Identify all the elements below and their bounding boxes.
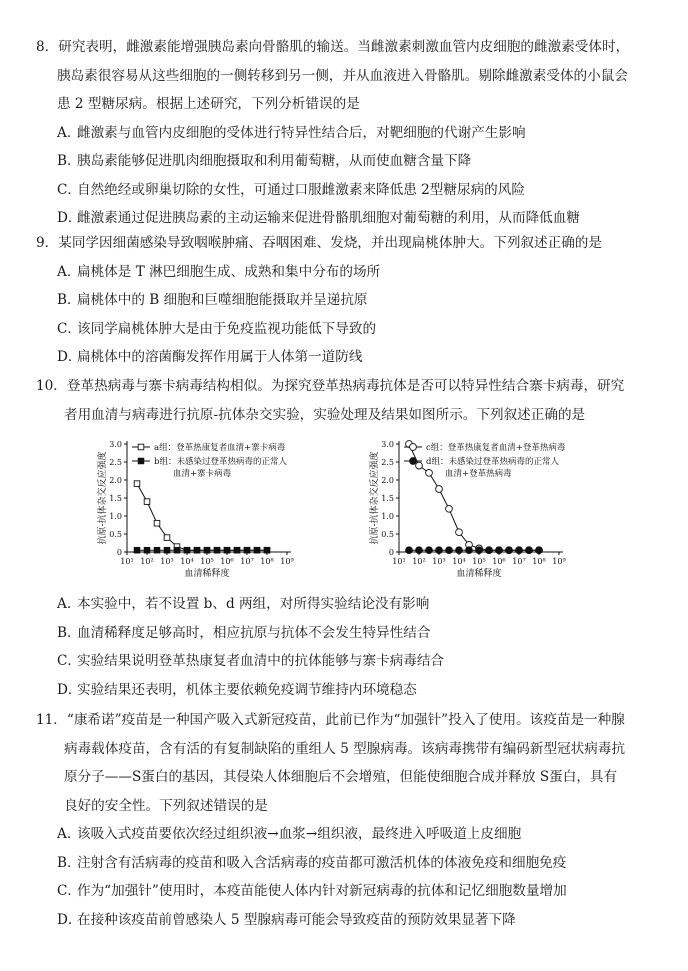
- q11-line-1: 11．“康希诺”疫苗是一种国产吸入式新冠疫苗，此前已作为“加强针”投入了使用。该疫苗是一种腺: [36, 712, 625, 728]
- q10-option-a: A．本实验中，若不设置 b、d 两组，对所得实验结论没有影响: [57, 596, 430, 612]
- question-9: [36, 229, 666, 372]
- chart-right-x-tick-label: 10⁶: [492, 557, 506, 566]
- chart-left-series-0-point: [154, 520, 160, 526]
- chart-right-x-tick-label: 10⁵: [472, 557, 486, 566]
- chart-right-series-0-point: [426, 469, 433, 476]
- chart-right-y-tick-label: 2.0: [381, 476, 394, 485]
- q10-line-2: 者用血清与病毒进行抗原-抗体杂交实验，实验处理及结果如图所示。下列叙述正确的是: [64, 406, 586, 423]
- chart-right-x-tick-label: 10⁹: [552, 557, 566, 566]
- chart-right-series-1-point: [456, 547, 463, 554]
- q9-option-d: D．扁桃体中的溶菌酶发挥作用属于人体第一道防线: [57, 349, 363, 365]
- chart-right-y-tick-label: 3.0: [381, 440, 394, 449]
- chart-right: [372, 434, 587, 590]
- chart-right-series-1-point: [406, 547, 413, 554]
- chart-left-series-1-point: [224, 547, 230, 553]
- chart-right-y-tick-label: 0: [388, 548, 394, 557]
- q11-option-d: D．在接种该疫苗前曾感染人 5 型腺病毒可能会导致疫苗的预防效果显著下降: [57, 911, 516, 928]
- chart-right-svg: [372, 434, 587, 586]
- chart-right-series-1-point: [536, 547, 543, 554]
- chart-left-svg: [100, 434, 310, 586]
- q8-option-c: C．自然绝经或卵巢切除的女性，可通过口服雌激素来降低患 2型糖尿病的风险: [57, 181, 525, 198]
- chart-left-y-tick-label: 1.0: [109, 512, 122, 521]
- chart-right-series-1-point: [426, 547, 433, 554]
- chart-left-series-1-point: [184, 547, 190, 553]
- chart-right-series-1-point: [476, 547, 483, 554]
- chart-right-series-1-point: [516, 547, 523, 554]
- q8-line-1: 8．研究表明，雌激素能增强胰岛素向骨骼肌的输送。当雌激素刺激血管内皮细胞的雌激素受体时，: [36, 39, 630, 55]
- chart-right-series-1-point: [416, 547, 423, 554]
- chart-left-series-1-point: [254, 547, 260, 553]
- chart-left-series-1-point: [264, 547, 270, 553]
- q10-line-1: 10．登革热病毒与寨卡病毒结构相似。为探究登革热病毒抗体是否可以特异性结合寨卡病毒，研究: [36, 378, 625, 394]
- chart-left: [100, 434, 310, 590]
- chart-right-series-1-point: [446, 547, 453, 554]
- q8-line-2: 胰岛素很容易从这些细胞的一侧转移到另一侧，并从血液进入骨骼肌。剔除雌激素受体的小鼠会: [57, 67, 628, 84]
- q9-option-b: B．扁桃体中的 B 细胞和巨噬细胞能摄取并呈递抗原: [57, 292, 368, 308]
- q8-option-a: A．雌激素与血管内皮细胞的受体进行特异性结合后，对靶细胞的代谢产生影响: [57, 124, 526, 141]
- chart-left-legend-label-2b: 血清+寨卡病毒: [173, 469, 232, 479]
- q9-line-1: 9．某同学因细菌感染导致咽喉肿痛、吞咽困难、发烧，并出现扁桃体肿大。下列叙述正确的是: [36, 235, 602, 251]
- chart-left-series-1-point: [204, 547, 210, 553]
- q8-line-3: 患 2 型糖尿病。根据上述研究，下列分析错误的是: [57, 96, 360, 112]
- chart-right-legend-marker-1: [410, 444, 417, 451]
- question-8: [36, 33, 666, 233]
- chart-right-x-tick-label: 10²: [412, 557, 426, 566]
- chart-left-series-1-point: [144, 547, 150, 553]
- q11-option-b: B．注射含有活病毒的疫苗和吸入含活病毒的疫苗都可激活机体的体液免疫和细胞免疫: [57, 854, 567, 871]
- q10-option-b: B．血清稀释度足够高时，相应抗原与抗体不会发生特异性结合: [57, 624, 431, 641]
- q11-option-c: C．作为“加强针”使用时，本疫苗能使人体内针对新冠病毒的抗体和记忆细胞数量增加: [57, 883, 567, 899]
- chart-left-series-0-point: [164, 535, 170, 541]
- chart-left-x-tick-label: 10⁵: [200, 557, 214, 566]
- chart-right-x-tick-label: 10⁸: [532, 557, 546, 566]
- chart-right-series-1-point: [496, 547, 503, 554]
- chart-right-y-tick-label: 2.5: [381, 458, 394, 467]
- chart-right-x-tick-label: 10³: [432, 557, 446, 566]
- chart-left-series-1-point: [214, 547, 220, 553]
- question-9-stem: [36, 229, 666, 258]
- chart-left-series-0-point: [144, 499, 150, 505]
- q10-option-c: C．实验结果说明登革热康复者血清中的抗体能够与寨卡病毒结合: [57, 653, 445, 669]
- chart-right-series-0-point: [416, 462, 423, 469]
- chart-right-x-tick-label: 10¹: [392, 557, 406, 566]
- chart-right-series-1-point: [436, 547, 443, 554]
- chart-right-legend-marker-2: [410, 458, 417, 465]
- question-10-options: [36, 590, 666, 704]
- chart-left-legend-label-2: b组：未感染过登革热病毒的正常人: [154, 457, 287, 467]
- chart-right-x-tick-label: 10⁴: [452, 557, 466, 566]
- chart-right-x-tick-label: 10⁷: [512, 557, 526, 566]
- question-10: [36, 372, 666, 429]
- q10-option-d: D．实验结果还表明，机体主要依赖免疫调节维持内环境稳态: [57, 681, 417, 698]
- question-10-stem: [36, 372, 666, 429]
- chart-left-y-tick-label: 0.5: [109, 530, 122, 539]
- chart-left-x-axis-label: 血清稀释度: [184, 569, 230, 579]
- chart-left-x-tick-label: 10³: [160, 557, 174, 566]
- question-11-stem: [36, 706, 666, 820]
- chart-left-x-tick-label: 10⁴: [180, 557, 194, 566]
- chart-left-y-axis-label: 抗原-抗体杂交反应强度: [98, 451, 108, 545]
- q9-option-c: C．该同学扁桃体肿大是由于免疫监视功能低下导致的: [57, 320, 377, 337]
- q11-line-4: 良好的安全性。下列叙述错误的是: [64, 797, 268, 814]
- chart-right-series-1-point: [506, 547, 513, 554]
- chart-left-x-tick-label: 10²: [140, 557, 154, 566]
- chart-left-y-tick-label: 0: [116, 548, 122, 557]
- chart-left-x-tick-label: 10¹: [120, 557, 134, 566]
- chart-left-x-tick-label: 10⁶: [220, 557, 234, 566]
- chart-left-series-1-point: [234, 547, 240, 553]
- chart-right-legend-label-2: d组：未感染过登革热病毒的正常人: [426, 457, 559, 467]
- chart-right-x-axis-label: 血清稀释度: [456, 569, 502, 579]
- chart-left-series-0-point: [134, 481, 140, 487]
- chart-right-series-0-point: [436, 486, 443, 493]
- chart-left-y-tick-label: 1.5: [109, 494, 122, 503]
- q9-option-a: A．扁桃体是 T 淋巴细胞生成、成熟和集中分布的场所: [57, 263, 381, 280]
- chart-left-series-1-point: [194, 547, 200, 553]
- chart-right-series-1-point: [466, 547, 473, 554]
- chart-left-x-tick-label: 10⁷: [240, 557, 254, 566]
- chart-right-series-1-point: [486, 547, 493, 554]
- chart-left-series-1-point: [154, 547, 160, 553]
- chart-left-y-tick-label: 3.0: [109, 440, 122, 449]
- q11-option-a: A．该吸入式疫苗要依次经过组织液→血浆→组织液，最终进入呼吸道上皮细胞: [57, 826, 522, 842]
- chart-left-y-tick-label: 2.0: [109, 476, 122, 485]
- question-11: [36, 706, 666, 934]
- chart-right-series-0-point: [446, 505, 453, 512]
- chart-right-y-tick-label: 1.0: [381, 512, 394, 521]
- chart-left-legend-label-1: a组：登革热康复者血清+寨卡病毒: [154, 443, 286, 453]
- chart-left-series-1-point: [134, 547, 140, 553]
- chart-right-legend-label-2b: 血清+登革热病毒: [445, 469, 512, 479]
- chart-right-y-tick-label: 0.5: [381, 530, 394, 539]
- q8-option-d: D．雌激素通过促进胰岛素的主动运输来促进骨骼肌细胞对葡萄糖的利用，从而降低血糖: [57, 210, 580, 226]
- chart-left-series-1-point: [164, 547, 170, 553]
- chart-right-legend-label-1: c组：登革热康复者血清+登革热病毒: [426, 443, 566, 453]
- chart-left-legend-marker-2: [138, 458, 144, 464]
- chart-left-x-tick-label: 10⁸: [260, 557, 274, 566]
- chart-right-y-axis-label: 抗原-抗体杂交反应强度: [370, 451, 380, 545]
- chart-right-series-0-point: [456, 529, 463, 536]
- question-8-stem: [36, 33, 666, 119]
- chart-left-x-tick-label: 10⁹: [280, 557, 294, 566]
- chart-left-series-0-line: [137, 484, 267, 551]
- chart-left-legend-marker-1: [138, 444, 144, 450]
- chart-left-series-1-point: [244, 547, 250, 553]
- chart-right-series-1-point: [526, 547, 533, 554]
- q11-line-2: 病毒载体疫苗，含有活的有复制缺陷的重组人 5 型腺病毒。该病毒携带有编码新型冠状病毒抗: [64, 740, 626, 757]
- q8-option-b: B．胰岛素能够促进肌肉细胞摄取和利用葡萄糖，从而使血糖含量下降: [57, 153, 472, 169]
- q11-line-3: 原分子——S蛋白的基因，其侵染人体细胞后不会增殖，但能使细胞合成并释放 S蛋白，具有: [64, 769, 618, 785]
- chart-left-y-tick-label: 2.5: [109, 458, 122, 467]
- chart-left-series-1-point: [174, 547, 180, 553]
- chart-right-y-tick-label: 1.5: [381, 494, 394, 503]
